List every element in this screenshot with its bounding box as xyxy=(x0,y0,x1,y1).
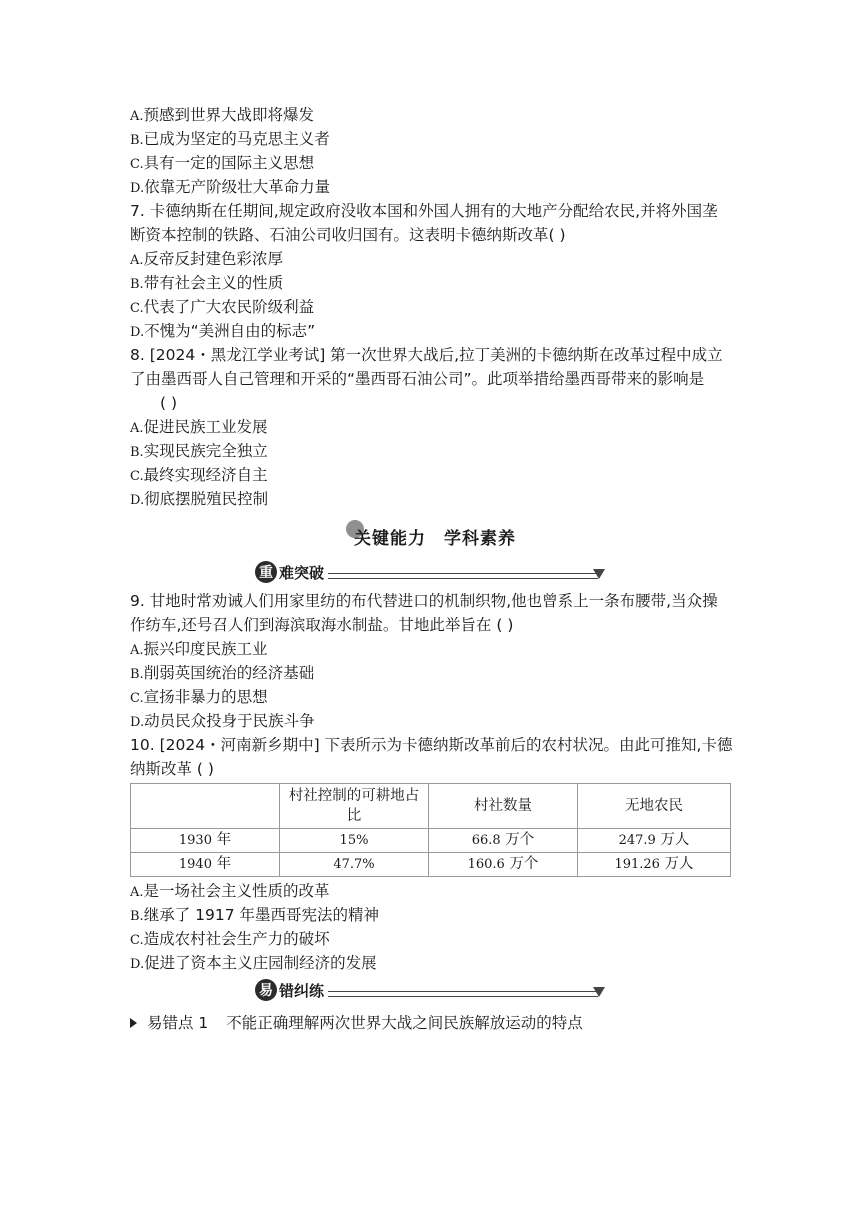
section-title: 错纠练 xyxy=(279,981,325,1000)
option-c: C.造成农村社会生产力的破坏 xyxy=(130,930,330,948)
section-title: 难突破 xyxy=(279,563,325,582)
triangle-down-icon xyxy=(593,987,605,997)
section-divider xyxy=(328,573,598,579)
option-a: A.反帝反封建色彩浓厚 xyxy=(130,250,284,268)
question-stem: 纳斯改革 ( ) xyxy=(130,760,214,778)
answer-bracket: ( ) xyxy=(160,394,178,412)
table-cell-count: 160.6 万个 xyxy=(429,853,578,877)
q6-options xyxy=(130,103,740,199)
question-9 xyxy=(130,589,740,733)
option-d: D.依靠无产阶级壮大革命力量 xyxy=(130,178,331,196)
option-b: B.继承了 1917 年墨西哥宪法的精神 xyxy=(130,906,379,924)
section-header-error-practice xyxy=(130,975,740,1007)
table-cell-landless: 191.26 万人 xyxy=(578,853,731,877)
triangle-right-icon xyxy=(130,1018,137,1028)
table-header-cell: 无地农民 xyxy=(578,784,731,829)
section-divider xyxy=(328,991,598,997)
section-badge-icon: 重 xyxy=(255,561,277,583)
question-stem: 7. 卡德纳斯在任期间,规定政府没收本国和外国人拥有的大地产分配给农民,并将外国垄 xyxy=(130,202,718,220)
option-d: D.动员民众投身于民族斗争 xyxy=(130,712,315,730)
section-header-difficulty xyxy=(130,557,740,589)
option-a: A.预感到世界大战即将爆发 xyxy=(130,106,315,124)
question-stem: 10. [2024・河南新乡期中] 下表所示为卡德纳斯改革前后的农村状况。由此可推知,卡德 xyxy=(130,736,733,754)
table-row xyxy=(131,853,731,877)
option-a: A.是一场社会主义性质的改革 xyxy=(130,882,330,900)
table-header-row xyxy=(131,784,731,829)
worksheet-page xyxy=(130,103,740,1035)
error-point-tip xyxy=(130,1011,740,1035)
question-stem: 作纺车,还号召人们到海滨取海水制盐。甘地此举旨在 ( ) xyxy=(130,616,514,634)
option-c: C.具有一定的国际主义思想 xyxy=(130,154,315,172)
question-stem: 了由墨西哥人自己管理和开采的“墨西哥石油公司”。此项举措给墨西哥带来的影响是 xyxy=(130,370,705,388)
table-cell-share: 15% xyxy=(280,829,429,853)
table-cell-count: 66.8 万个 xyxy=(429,829,578,853)
option-d: D.彻底摆脱殖民控制 xyxy=(130,490,269,508)
option-b: B.削弱英国统治的经济基础 xyxy=(130,664,315,682)
option-a: A.促进民族工业发展 xyxy=(130,418,268,436)
option-d: D.促进了资本主义庄园制经济的发展 xyxy=(130,954,377,972)
question-stem: 9. 甘地时常劝诫人们用家里纺的布代替进口的机制织物,他也曾系上一条布腰带,当众操 xyxy=(130,592,718,610)
question-stem: 断资本控制的铁路、石油公司收归国有。这表明卡德纳斯改革( ) xyxy=(130,226,566,244)
tip-label: 易错点 1 xyxy=(147,1014,209,1032)
option-c: C.宣扬非暴力的思想 xyxy=(130,688,268,706)
table-header-cell: 村社数量 xyxy=(429,784,578,829)
triangle-down-icon xyxy=(593,569,605,579)
option-b: B.带有社会主义的性质 xyxy=(130,274,284,292)
table-cell-year: 1930 年 xyxy=(131,829,280,853)
table-header-cell: 村社控制的可耕地占比 xyxy=(280,784,429,829)
tip-text: 不能正确理解两次世界大战之间民族解放运动的特点 xyxy=(226,1014,583,1032)
question-stem: 8. [2024・黑龙江学业考试] 第一次世界大战后,拉丁美洲的卡德纳斯在改革过程中成立 xyxy=(130,346,723,364)
question-10 xyxy=(130,733,740,975)
option-c: C.代表了广大农民阶级利益 xyxy=(130,298,315,316)
table-cell-share: 47.7% xyxy=(280,853,429,877)
table-header-cell xyxy=(131,784,280,829)
option-b: B.实现民族完全独立 xyxy=(130,442,268,460)
question-7 xyxy=(130,199,740,343)
option-a: A.振兴印度民族工业 xyxy=(130,640,268,658)
reform-data-table xyxy=(130,783,731,877)
question-8 xyxy=(130,343,740,511)
section-badge-icon: 易 xyxy=(255,979,277,1001)
banner-title-part1: 关键能力 xyxy=(354,528,426,549)
option-b: B.已成为坚定的马克思主义者 xyxy=(130,130,330,148)
option-c: C.最终实现经济自主 xyxy=(130,466,268,484)
table-cell-landless: 247.9 万人 xyxy=(578,829,731,853)
table-row xyxy=(131,829,731,853)
option-d: D.不愧为“美洲自由的标志” xyxy=(130,322,316,340)
banner-title-part2: 学科素养 xyxy=(444,528,516,549)
table-cell-year: 1940 年 xyxy=(131,853,280,877)
section-banner xyxy=(130,517,740,555)
